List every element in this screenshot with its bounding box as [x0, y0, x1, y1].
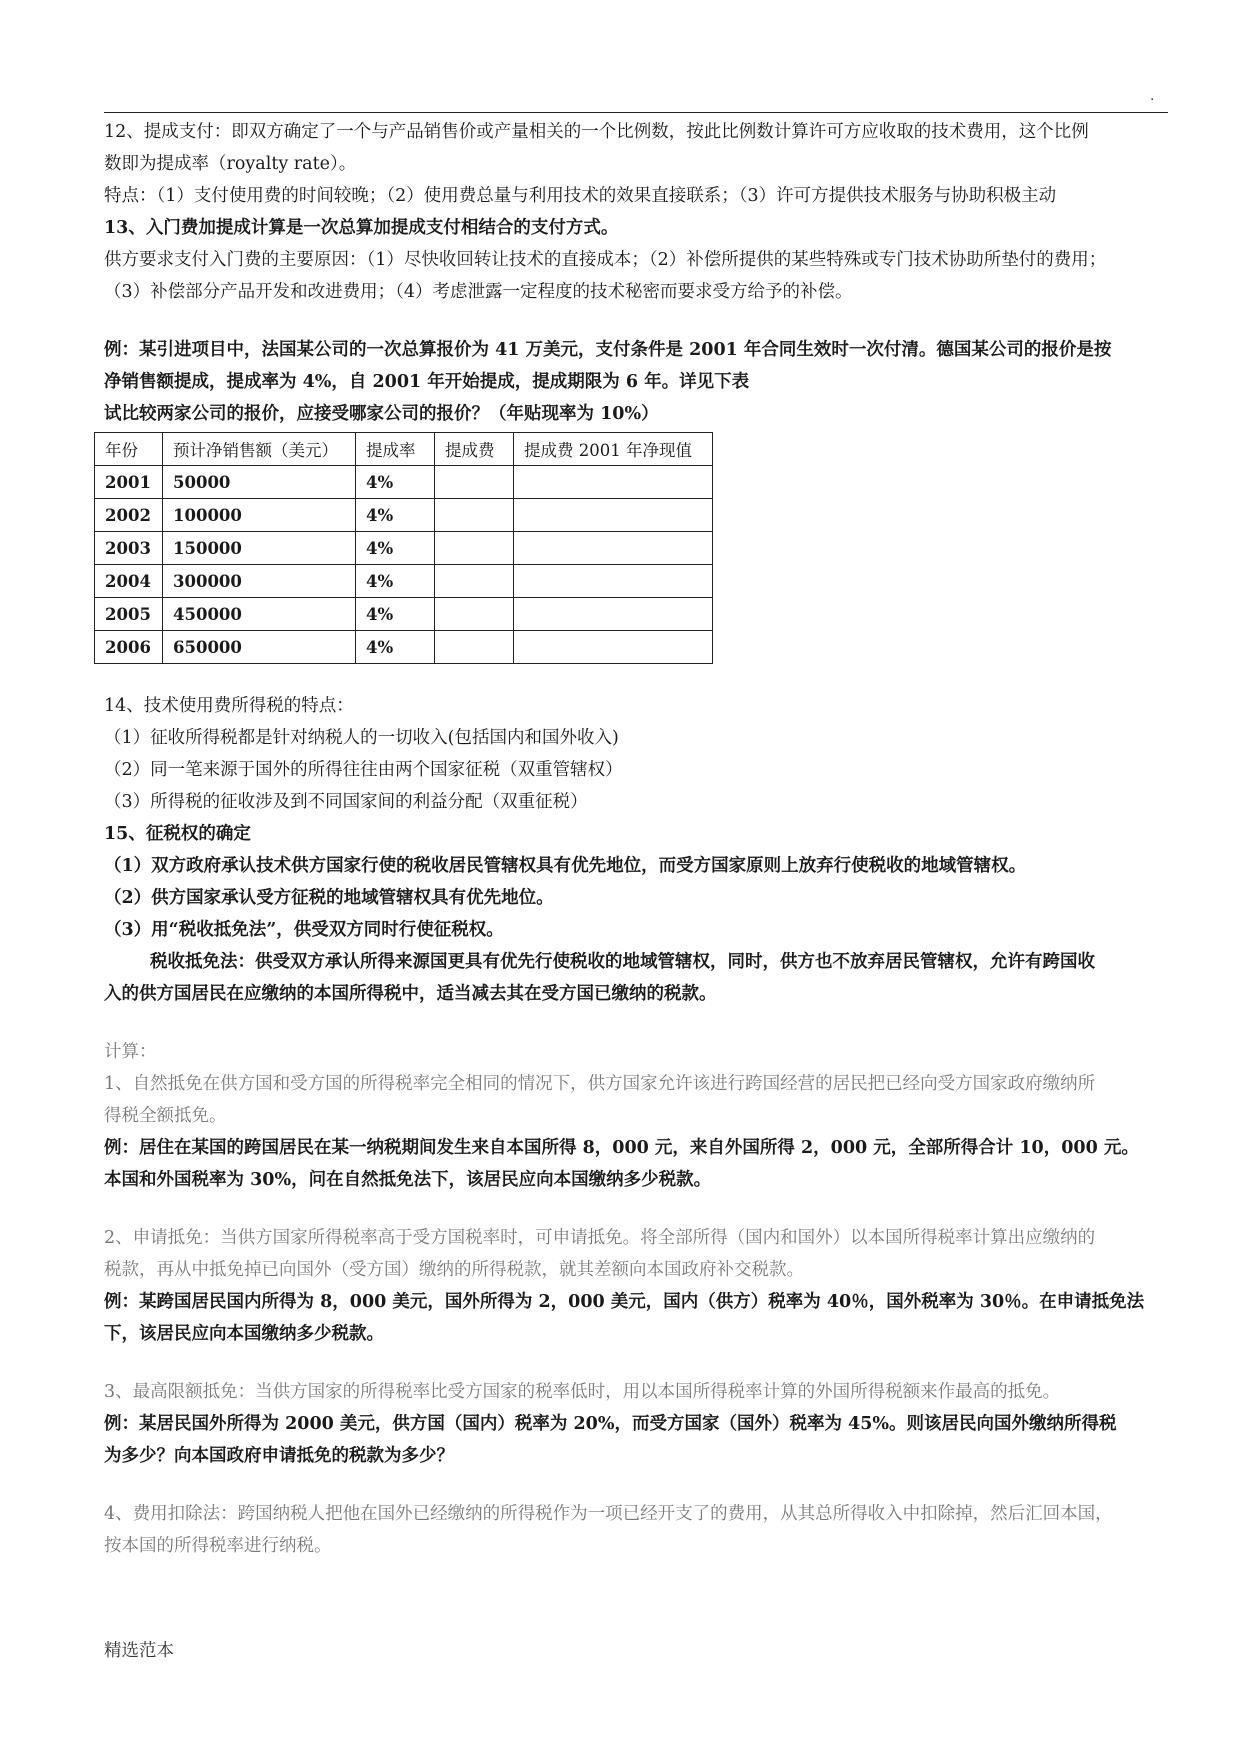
cell-rate: 4%: [356, 532, 435, 565]
text-line: 1、自然抵免在供方国和受方国的所得税率完全相同的情况下，供方国家允许该进行跨国经营的居民把已经向受方国家政府缴纳所: [104, 1074, 1096, 1094]
text-line: 税收抵免法：供受双方承认所得来源国更具有优先行使税收的地域管辖权，同时，供方也不放弃居民管辖权，允许有跨国收: [150, 952, 1095, 972]
text-line: 下，该居民应向本国缴纳多少税款。: [104, 1324, 384, 1344]
cell-sales: 300000: [163, 565, 356, 598]
cell-rate: 4%: [356, 598, 435, 631]
text-line: 12、提成支付：即双方确定了一个与产品销售价或产量相关的一个比例数，按此比例数计算许可方应收取的技术费用，这个比例: [104, 122, 1089, 142]
text-line: 例：某居民国外所得为 2000 美元，供方国（国内）税率为 20%，而受方国家（国外）税率为 45%。则该居民向国外缴纳所得税: [104, 1414, 1117, 1434]
cell-rate: 4%: [356, 499, 435, 532]
text-line: （3）用“税收抵免法”，供受双方同时行使征税权。: [104, 920, 504, 940]
cell-fee: [435, 565, 514, 598]
text-line: 4、费用扣除法：跨国纳税人把他在国外已经缴纳的所得税作为一项已经开支了的费用，从其总所得收入中扣除掉，然后汇回本国，: [104, 1504, 1113, 1524]
header-year: 年份: [95, 433, 163, 466]
text-line: 数即为提成率（royalty rate）。: [104, 154, 357, 174]
text-line: 净销售额提成，提成率为 4%，自 2001 年开始提成，提成期限为 6 年。详见下表: [104, 372, 750, 392]
cell-sales: 150000: [163, 532, 356, 565]
corner-mark: .: [1150, 88, 1155, 104]
section-royalty: [104, 116, 1172, 430]
header-sales: 预计净销售额（美元）: [163, 433, 356, 466]
text-line: 为多少？向本国政府申请抵免的税款为多少？: [104, 1446, 454, 1466]
cell-npv: [514, 466, 713, 499]
cell-npv: [514, 499, 713, 532]
table-row: [95, 466, 713, 499]
text-line: 例：居住在某国的跨国居民在某一纳税期间发生来自本国所得 8，000 元，来自外国所得 2，000 元，全部所得合计 10，000 元。: [104, 1138, 1139, 1158]
text-line: （1）征收所得税都是针对纳税人的一切收入(包括国内和国外收入): [104, 728, 619, 748]
footer-text: 精选范本: [104, 1641, 174, 1661]
header-rule: [104, 112, 1168, 113]
text-line: 计算：: [104, 1042, 157, 1062]
cell-rate: 4%: [356, 466, 435, 499]
text-line: （3）补偿部分产品开发和改进费用；（4）考虑泄露一定程度的技术秘密而要求受方给予的补偿。: [104, 282, 853, 302]
table-row: [95, 598, 713, 631]
text-line: （3）所得税的征收涉及到不同国家间的利益分配（双重征税）: [104, 792, 588, 812]
document-body: [104, 116, 1172, 1562]
cell-rate: 4%: [356, 565, 435, 598]
cell-fee: [435, 466, 514, 499]
text-line: 14、技术使用费所得税的特点：: [104, 696, 354, 716]
text-line: 例：某跨国居民国内所得为 8，000 美元，国外所得为 2，000 美元，国内（供方）税率为 40％，国外税率为 30％。在申请抵免法: [104, 1292, 1145, 1312]
cell-npv: [514, 565, 713, 598]
header-npv: 提成费 2001 年净现值: [514, 433, 713, 466]
section-tax: [104, 664, 1172, 1562]
header-rate: 提成率: [356, 433, 435, 466]
text-line: 例：某引进项目中，法国某公司的一次总算报价为 41 万美元，支付条件是 2001 年合同生效时一次付清。德国某公司的报价是按: [104, 340, 1112, 360]
text-line: 得税全额抵免。: [104, 1106, 227, 1126]
cell-sales: 650000: [163, 631, 356, 664]
table-row: [95, 532, 713, 565]
cell-year: 2003: [95, 532, 163, 565]
text-line: 税款，再从中抵免掉已向国外（受方国）缴纳的所得税款，就其差额向本国政府补交税款。: [104, 1260, 804, 1280]
cell-rate: 4%: [356, 631, 435, 664]
table-row: [95, 499, 713, 532]
text-line: 2、申请抵免：当供方国家所得税率高于受方国税率时，可申请抵免。将全部所得（国内和国外）以本国所得税率计算出应缴纳的: [104, 1228, 1096, 1248]
royalty-table: [94, 432, 713, 664]
text-line: 特点：（1）支付使用费的时间较晚；（2）使用费总量与利用技术的效果直接联系；（3）许可方提供技术服务与协助积极主动: [104, 186, 1057, 206]
cell-year: 2006: [95, 631, 163, 664]
cell-year: 2004: [95, 565, 163, 598]
text-line: 入的供方国居民在应缴纳的本国所得税中，适当减去其在受方国已缴纳的税款。: [104, 984, 717, 1004]
cell-sales: 100000: [163, 499, 356, 532]
table-body: [95, 466, 713, 664]
header-fee: 提成费: [435, 433, 514, 466]
text-line: （2）供方国家承认受方征税的地域管辖权具有优先地位。: [104, 888, 554, 908]
cell-fee: [435, 631, 514, 664]
paragraph-gap: [104, 1472, 1172, 1498]
cell-sales: 50000: [163, 466, 356, 499]
paragraph-gap: [104, 1350, 1172, 1376]
paragraph-gap: [104, 664, 1172, 690]
paragraph-gap: [104, 1196, 1172, 1222]
text-line: 试比较两家公司的报价，应接受哪家公司的报价？（年贴现率为 10%）: [104, 404, 659, 424]
paragraph-gap: [104, 308, 1172, 334]
cell-fee: [435, 532, 514, 565]
paragraph-gap: [104, 1010, 1172, 1036]
cell-npv: [514, 598, 713, 631]
cell-sales: 450000: [163, 598, 356, 631]
cell-year: 2005: [95, 598, 163, 631]
text-line: 按本国的所得税率进行纳税。: [104, 1536, 332, 1556]
cell-year: 2002: [95, 499, 163, 532]
text-line: （2）同一笔来源于国外的所得往往由两个国家征税（双重管辖权）: [104, 760, 623, 780]
table-row: [95, 565, 713, 598]
table-row: [95, 631, 713, 664]
cell-year: 2001: [95, 466, 163, 499]
cell-npv: [514, 631, 713, 664]
table-header-row: [95, 433, 713, 466]
text-line: 3、最高限额抵免：当供方国家的所得税率比受方国家的税率低时，用以本国所得税率计算的外国所得税额来作最高的抵免。: [104, 1382, 1061, 1402]
text-line: 本国和外国税率为 30%，问在自然抵免法下，该居民应向本国缴纳多少税款。: [104, 1170, 712, 1190]
cell-fee: [435, 598, 514, 631]
cell-fee: [435, 499, 514, 532]
text-line: 13、入门费加提成计算是一次总算加提成支付相结合的支付方式。: [104, 218, 619, 238]
text-line: （1）双方政府承认技术供方国家行使的税收居民管辖权具有优先地位，而受方国家原则上放弃行使税收的地域管辖权。: [104, 856, 1027, 876]
text-line: 15、征税权的确定: [104, 824, 251, 844]
cell-npv: [514, 532, 713, 565]
text-line: 供方要求支付入门费的主要原因：（1）尽快收回转让技术的直接成本；（2）补偿所提供的某些特殊或专门技术协助所垫付的费用；: [104, 250, 1107, 270]
